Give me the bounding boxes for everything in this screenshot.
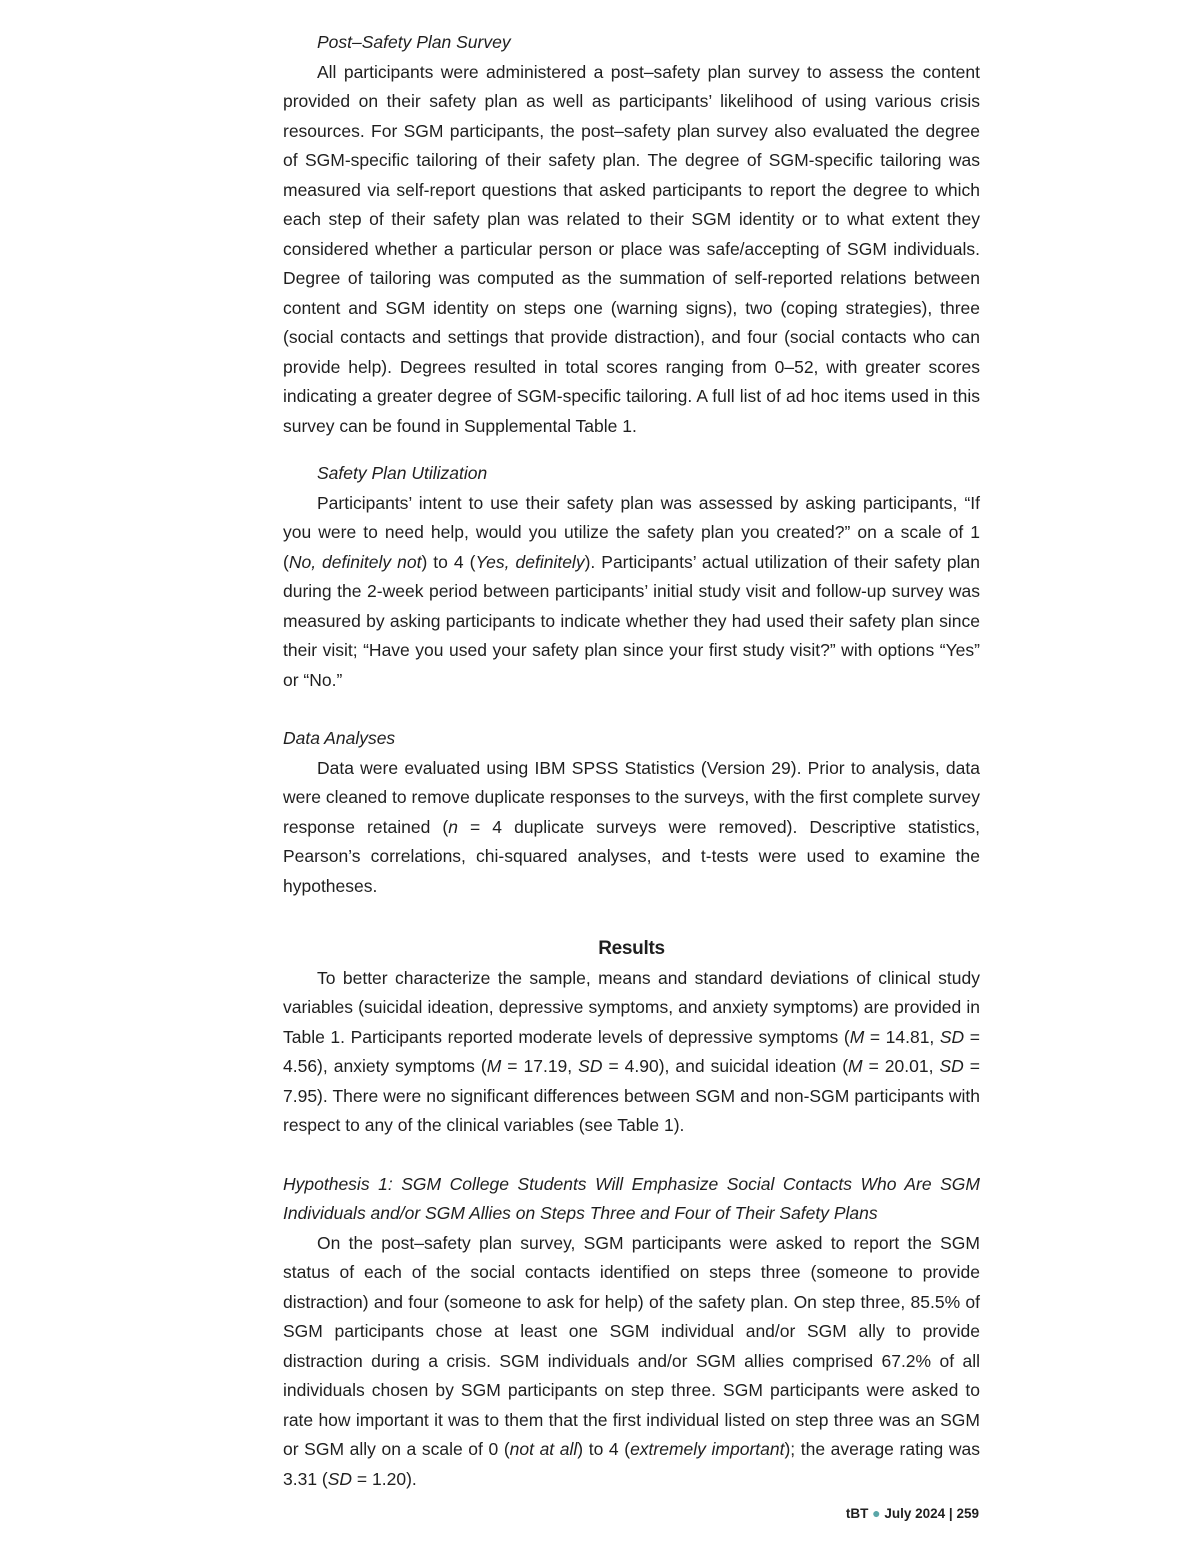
page-footer: [846, 1505, 979, 1521]
paragraph-data-analyses: Data were evaluated using IBM SPSS Statistics (Version 29). Prior to analysis, data were cleaned to remove duplicate responses to the surveys, with the first complete survey response retained (n = 4 duplicate surveys were removed). Descriptive statistics, Pearson’s correlations, chi-squared analyses, and t-tests were used to examine the hypotheses.: [283, 757, 980, 896]
paragraph-safety-plan-utilization: Participants’ intent to use their safety plan was assessed by asking participants, “If you were to need help, would you utilize the safety plan you created?” on a scale of 1 (No, definitely not) to 4 (Yes, definitely). Participants’ actual utilization of their safety plan during the 2-week period between participants’ initial study visit and follow-up survey was measured by asking participants to indicate whether they had used their safety plan since their visit; “Have you used your safety plan since your first study visit?” with options “Yes” or “No.”: [283, 492, 980, 690]
footer-separator: |: [948, 1506, 953, 1521]
section-heading-post-safety-plan-survey: Post–Safety Plan Survey: [317, 32, 511, 52]
section-heading-safety-plan-utilization: Safety Plan Utilization: [317, 463, 488, 483]
paragraph-hypothesis-1: On the post–safety plan survey, SGM participants were asked to report the SGM status of each of the social contacts identified on steps three (someone to provide distraction) and four (someone to ask for help) of the safety plan. On step three, 85.5% of SGM participants chose at least one SGM individual and/or SGM ally to provide distraction during a crisis. SGM individuals and/or SGM allies comprised 67.2% of all individuals chosen by SGM participants on step three. SGM participants were asked to rate how important it was to them that the first individual listed on step three was an SGM or SGM ally on a scale of 0 (not at all) to 4 (extremely important); the average rating was 3.31 (SD = 1.20).: [283, 1232, 981, 1489]
article-page: [283, 28, 980, 1494]
issue-date: July 2024: [884, 1506, 946, 1521]
page-number: 259: [956, 1506, 979, 1521]
section-heading-data-analyses: Data Analyses: [283, 728, 396, 748]
paragraph-post-safety-plan-survey: All participants were administered a post–safety plan survey to assess the content provided on their safety plan as well as participants’ likelihood of using various crisis resources. For SGM participants, the post–safety plan survey also evaluated the degree of SGM-specific tailoring of their safety plan. The degree of SGM-specific tailoring was measured via self-report questions that asked participants to report the degree to which each step of their safety plan was related to their SGM identity or to what extent they considered whether a particular person or place was safe/accepting of SGM individuals. Degree of tailoring was computed as the summation of self-reported relations between content and SGM identity on steps one (warning signs), two (coping strategies), three (social contacts and settings that provide distraction), and four (social contacts who can provide help). Degrees resulted in total scores ranging from 0–52, with greater scores indicating a greater degree of SGM-specific tailoring. A full list of ad hoc items used in this survey can be found in Supplemental Table 1.: [283, 61, 980, 436]
paragraph-results: To better characterize the sample, means and standard deviations of clinical study variables (suicidal ideation, depressive symptoms, and anxiety symptoms) are provided in Table 1. Participants reported moderate levels of depressive symptoms (M = 14.81, SD = 4.56), anxiety symptoms (M = 17.19, SD = 4.90), and suicidal ideation (M = 20.01, SD = 7.95). There were no significant differences between SGM and non-SGM participants with respect to any of the clinical variables (see Table 1).: [283, 967, 980, 1135]
journal-name: tBT: [845, 1506, 869, 1521]
hypothesis-1-heading: Hypothesis 1: SGM College Students Will Emphasize Social Contacts Who Are SGM Individuals and/or SGM Allies on Steps Three and Four of Their Safety Plans: [283, 1173, 980, 1223]
bullet-dot-icon: ●: [872, 1505, 881, 1521]
results-heading: Results: [598, 938, 665, 959]
